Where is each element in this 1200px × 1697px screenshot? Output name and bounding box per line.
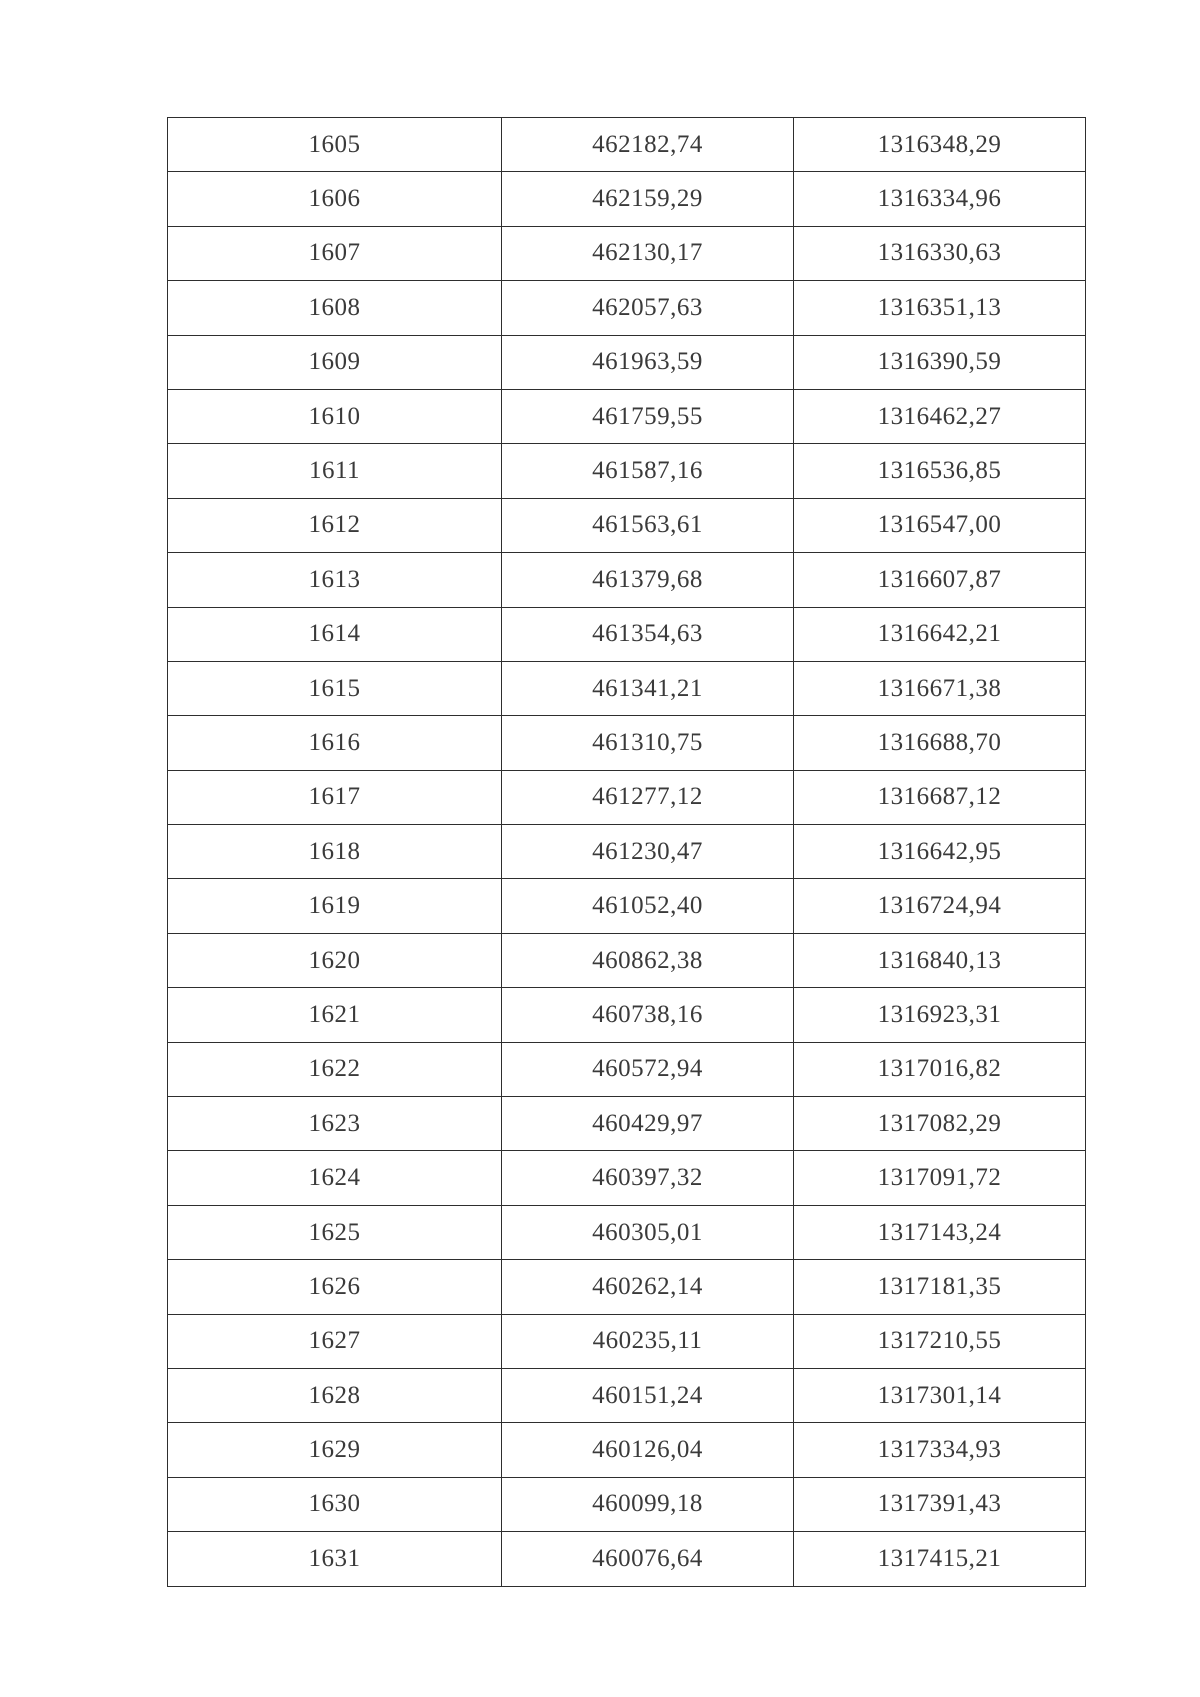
y-coordinate-cell: 1316351,13 bbox=[794, 281, 1086, 335]
table-row bbox=[168, 988, 1086, 1042]
x-coordinate-cell: 460151,24 bbox=[502, 1368, 794, 1422]
y-coordinate-cell: 1317415,21 bbox=[794, 1532, 1086, 1586]
x-coordinate-cell: 461354,63 bbox=[502, 607, 794, 661]
x-coordinate-cell: 460262,14 bbox=[502, 1260, 794, 1314]
point-number-cell: 1626 bbox=[168, 1260, 502, 1314]
point-number-cell: 1605 bbox=[168, 118, 502, 172]
x-coordinate-cell: 460305,01 bbox=[502, 1205, 794, 1259]
point-number-cell: 1621 bbox=[168, 988, 502, 1042]
point-number-cell: 1608 bbox=[168, 281, 502, 335]
y-coordinate-cell: 1317210,55 bbox=[794, 1314, 1086, 1368]
x-coordinate-cell: 461230,47 bbox=[502, 825, 794, 879]
point-number-cell: 1616 bbox=[168, 716, 502, 770]
point-number-cell: 1609 bbox=[168, 335, 502, 389]
table-row bbox=[168, 226, 1086, 280]
y-coordinate-cell: 1316642,21 bbox=[794, 607, 1086, 661]
point-number-cell: 1631 bbox=[168, 1532, 502, 1586]
table-row bbox=[168, 281, 1086, 335]
x-coordinate-cell: 462159,29 bbox=[502, 172, 794, 226]
x-coordinate-cell: 461341,21 bbox=[502, 661, 794, 715]
x-coordinate-cell: 460099,18 bbox=[502, 1477, 794, 1531]
point-number-cell: 1614 bbox=[168, 607, 502, 661]
x-coordinate-cell: 460126,04 bbox=[502, 1423, 794, 1477]
y-coordinate-cell: 1316607,87 bbox=[794, 553, 1086, 607]
table-row bbox=[168, 1042, 1086, 1096]
y-coordinate-cell: 1317143,24 bbox=[794, 1205, 1086, 1259]
x-coordinate-cell: 461563,61 bbox=[502, 498, 794, 552]
table-row bbox=[168, 770, 1086, 824]
y-coordinate-cell: 1316348,29 bbox=[794, 118, 1086, 172]
x-coordinate-cell: 461310,75 bbox=[502, 716, 794, 770]
point-number-cell: 1607 bbox=[168, 226, 502, 280]
table-row bbox=[168, 1368, 1086, 1422]
point-number-cell: 1613 bbox=[168, 553, 502, 607]
point-number-cell: 1624 bbox=[168, 1151, 502, 1205]
table-row bbox=[168, 1314, 1086, 1368]
point-number-cell: 1611 bbox=[168, 444, 502, 498]
point-number-cell: 1606 bbox=[168, 172, 502, 226]
table-row bbox=[168, 118, 1086, 172]
y-coordinate-cell: 1316330,63 bbox=[794, 226, 1086, 280]
y-coordinate-cell: 1316547,00 bbox=[794, 498, 1086, 552]
y-coordinate-cell: 1316687,12 bbox=[794, 770, 1086, 824]
point-number-cell: 1628 bbox=[168, 1368, 502, 1422]
table-row bbox=[168, 335, 1086, 389]
x-coordinate-cell: 460429,97 bbox=[502, 1097, 794, 1151]
table-row bbox=[168, 1423, 1086, 1477]
x-coordinate-cell: 461379,68 bbox=[502, 553, 794, 607]
coordinates-table bbox=[167, 117, 1086, 1587]
point-number-cell: 1615 bbox=[168, 661, 502, 715]
table-row bbox=[168, 825, 1086, 879]
y-coordinate-cell: 1316390,59 bbox=[794, 335, 1086, 389]
point-number-cell: 1623 bbox=[168, 1097, 502, 1151]
table-row bbox=[168, 933, 1086, 987]
point-number-cell: 1627 bbox=[168, 1314, 502, 1368]
table-row bbox=[168, 716, 1086, 770]
table-row bbox=[168, 661, 1086, 715]
x-coordinate-cell: 461587,16 bbox=[502, 444, 794, 498]
point-number-cell: 1629 bbox=[168, 1423, 502, 1477]
table-row bbox=[168, 1151, 1086, 1205]
y-coordinate-cell: 1317334,93 bbox=[794, 1423, 1086, 1477]
y-coordinate-cell: 1317391,43 bbox=[794, 1477, 1086, 1531]
point-number-cell: 1619 bbox=[168, 879, 502, 933]
point-number-cell: 1625 bbox=[168, 1205, 502, 1259]
x-coordinate-cell: 460235,11 bbox=[502, 1314, 794, 1368]
y-coordinate-cell: 1317016,82 bbox=[794, 1042, 1086, 1096]
table-row bbox=[168, 1477, 1086, 1531]
table-row bbox=[168, 553, 1086, 607]
y-coordinate-cell: 1316462,27 bbox=[794, 389, 1086, 443]
table-row bbox=[168, 498, 1086, 552]
y-coordinate-cell: 1316688,70 bbox=[794, 716, 1086, 770]
y-coordinate-cell: 1317091,72 bbox=[794, 1151, 1086, 1205]
x-coordinate-cell: 462182,74 bbox=[502, 118, 794, 172]
table-row bbox=[168, 172, 1086, 226]
point-number-cell: 1630 bbox=[168, 1477, 502, 1531]
table-row bbox=[168, 389, 1086, 443]
y-coordinate-cell: 1316840,13 bbox=[794, 933, 1086, 987]
y-coordinate-cell: 1316724,94 bbox=[794, 879, 1086, 933]
point-number-cell: 1622 bbox=[168, 1042, 502, 1096]
table-row bbox=[168, 879, 1086, 933]
table-row bbox=[168, 607, 1086, 661]
x-coordinate-cell: 460572,94 bbox=[502, 1042, 794, 1096]
y-coordinate-cell: 1316536,85 bbox=[794, 444, 1086, 498]
x-coordinate-cell: 460397,32 bbox=[502, 1151, 794, 1205]
table-row bbox=[168, 1260, 1086, 1314]
x-coordinate-cell: 461759,55 bbox=[502, 389, 794, 443]
y-coordinate-cell: 1317082,29 bbox=[794, 1097, 1086, 1151]
point-number-cell: 1618 bbox=[168, 825, 502, 879]
point-number-cell: 1612 bbox=[168, 498, 502, 552]
x-coordinate-cell: 462130,17 bbox=[502, 226, 794, 280]
y-coordinate-cell: 1317181,35 bbox=[794, 1260, 1086, 1314]
x-coordinate-cell: 460076,64 bbox=[502, 1532, 794, 1586]
table-row bbox=[168, 1097, 1086, 1151]
x-coordinate-cell: 462057,63 bbox=[502, 281, 794, 335]
x-coordinate-cell: 461277,12 bbox=[502, 770, 794, 824]
x-coordinate-cell: 461052,40 bbox=[502, 879, 794, 933]
point-number-cell: 1617 bbox=[168, 770, 502, 824]
x-coordinate-cell: 461963,59 bbox=[502, 335, 794, 389]
table-row bbox=[168, 444, 1086, 498]
y-coordinate-cell: 1316334,96 bbox=[794, 172, 1086, 226]
y-coordinate-cell: 1316642,95 bbox=[794, 825, 1086, 879]
table-row bbox=[168, 1532, 1086, 1586]
coordinates-table-body bbox=[168, 118, 1086, 1587]
table-row bbox=[168, 1205, 1086, 1259]
y-coordinate-cell: 1316923,31 bbox=[794, 988, 1086, 1042]
point-number-cell: 1610 bbox=[168, 389, 502, 443]
x-coordinate-cell: 460738,16 bbox=[502, 988, 794, 1042]
y-coordinate-cell: 1317301,14 bbox=[794, 1368, 1086, 1422]
x-coordinate-cell: 460862,38 bbox=[502, 933, 794, 987]
point-number-cell: 1620 bbox=[168, 933, 502, 987]
y-coordinate-cell: 1316671,38 bbox=[794, 661, 1086, 715]
